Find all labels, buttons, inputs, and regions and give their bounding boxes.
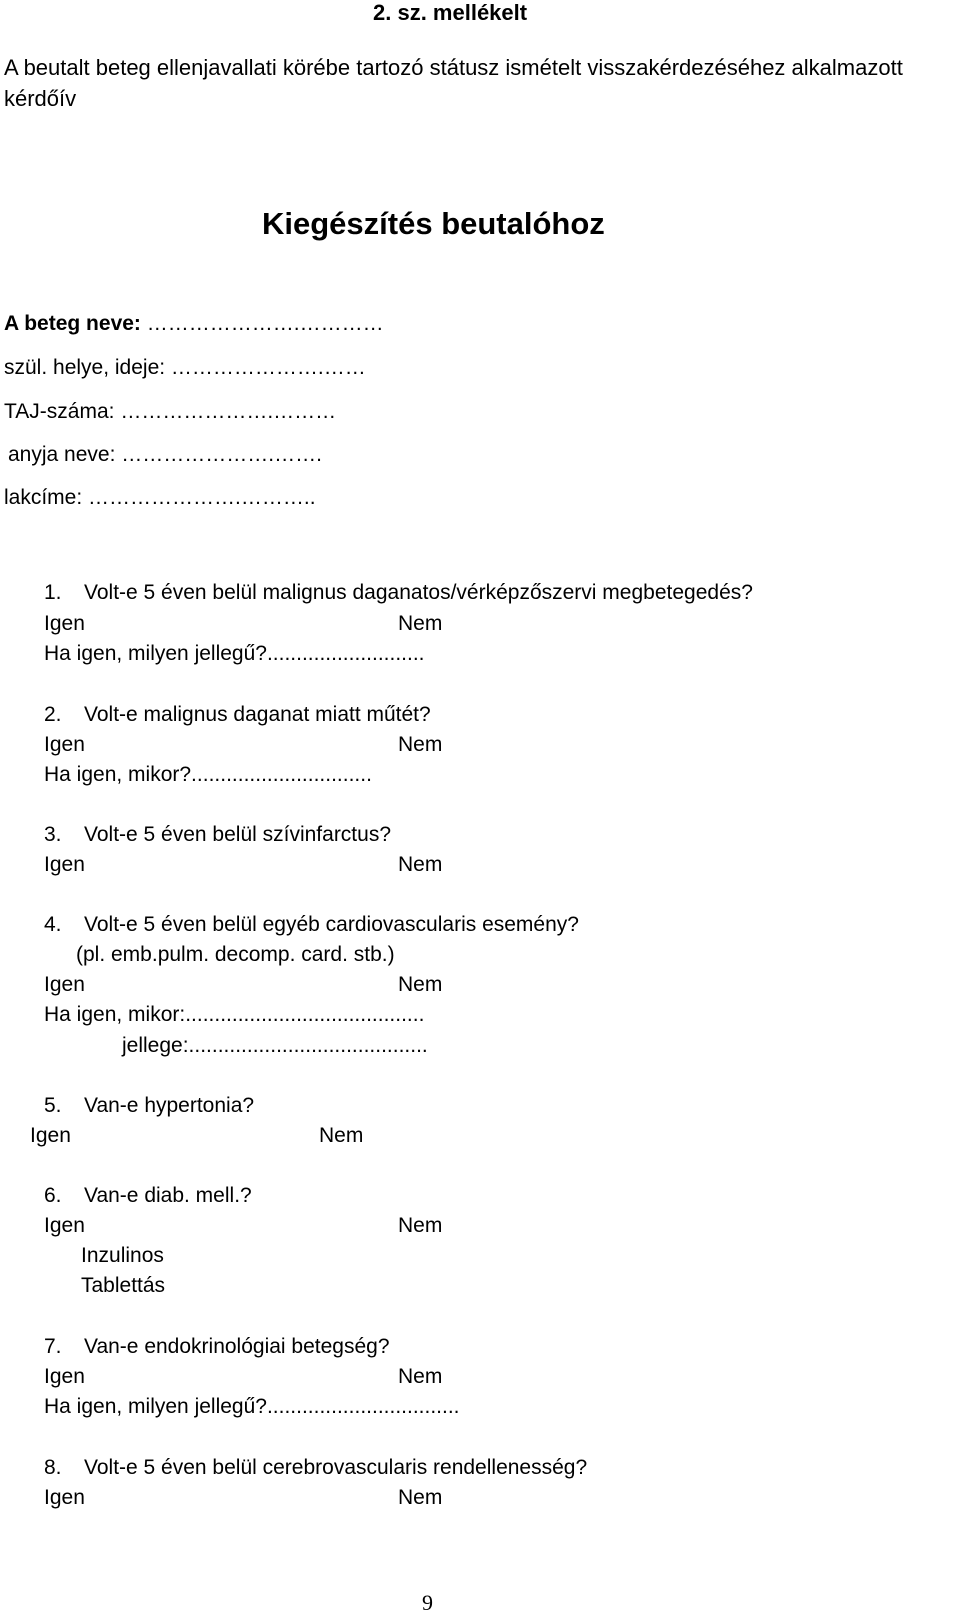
q4-number: 4.: [44, 913, 62, 936]
q2-number: 2.: [44, 703, 62, 726]
q5-text: Van-e hypertonia?: [84, 1094, 255, 1117]
field-dots: ………………….………..: [88, 486, 316, 509]
q1-followup: Ha igen, milyen jellegű?...........................: [44, 642, 425, 665]
q5-no[interactable]: Nem: [319, 1124, 364, 1147]
q6-option-insulin[interactable]: Inzulinos: [81, 1244, 164, 1267]
q2-followup: Ha igen, mikor?...............................: [44, 763, 372, 786]
q5-number: 5.: [44, 1094, 62, 1117]
field-label: lakcíme:: [4, 486, 83, 509]
q4-followup: Ha igen, mikor:.........................................: [44, 1003, 425, 1026]
field-label: TAJ-száma:: [4, 400, 115, 423]
q2-yes[interactable]: Igen: [44, 733, 85, 756]
q7-followup: Ha igen, milyen jellegű?.................................: [44, 1395, 460, 1418]
q3-yes[interactable]: Igen: [44, 853, 85, 876]
q4-text: Volt-e 5 éven belül egyéb cardiovascularis esemény?: [84, 913, 579, 936]
field-birth: [4, 356, 366, 380]
q7-no[interactable]: Nem: [398, 1365, 443, 1388]
field-label: A beteg neve:: [4, 312, 141, 335]
q1-number: 1.: [44, 581, 62, 604]
q6-number: 6.: [44, 1184, 62, 1207]
q2-text: Volt-e malignus daganat miatt műtét?: [84, 703, 431, 726]
q3-text: Volt-e 5 éven belül szívinfarctus?: [84, 823, 392, 846]
q2-no[interactable]: Nem: [398, 733, 443, 756]
q1-no[interactable]: Nem: [398, 612, 443, 635]
q7-number: 7.: [44, 1335, 62, 1358]
q3-number: 3.: [44, 823, 62, 846]
field-dots: ………………….…………: [146, 312, 384, 335]
q6-no[interactable]: Nem: [398, 1214, 443, 1237]
q6-text: Van-e diab. mell.?: [84, 1184, 252, 1207]
q4-yes[interactable]: Igen: [44, 973, 85, 996]
intro-text: A beutalt beteg ellenjavallati körébe tartozó státusz ismételt visszakérdezéséhez alkalmazott kérdőív: [4, 55, 903, 111]
annex-header: 2. sz. mellékelt: [373, 0, 528, 25]
q4-subtext: (pl. emb.pulm. decomp. card. stb.): [76, 943, 395, 966]
field-dots: ………………….…….: [121, 443, 322, 466]
field-patient-name: [4, 312, 384, 336]
field-dots: ………………….………: [120, 400, 337, 423]
q4-no[interactable]: Nem: [398, 973, 443, 996]
field-address: [4, 486, 316, 510]
page-title: Kiegészítés beutalóhoz: [262, 206, 605, 241]
field-taj: [4, 400, 336, 424]
q1-yes[interactable]: Igen: [44, 612, 85, 635]
q4-followup2: jellege:.........................................: [122, 1034, 428, 1057]
field-dots: ………………….……: [165, 356, 366, 379]
q5-yes[interactable]: Igen: [30, 1124, 71, 1147]
q1-text: Volt-e 5 éven belül malignus daganatos/vérképzőszervi megbetegedés?: [84, 581, 753, 604]
q8-no[interactable]: Nem: [398, 1486, 443, 1509]
q8-number: 8.: [44, 1456, 62, 1479]
q8-text: Volt-e 5 éven belül cerebrovascularis rendellenesség?: [84, 1456, 588, 1479]
field-mother-name: [8, 443, 322, 467]
field-label: szül. helye, ideje:: [4, 356, 166, 379]
q7-text: Van-e endokrinológiai betegség?: [84, 1335, 390, 1358]
q6-yes[interactable]: Igen: [44, 1214, 85, 1237]
q3-no[interactable]: Nem: [398, 853, 443, 876]
page-number: 9: [422, 1590, 433, 1615]
q8-yes[interactable]: Igen: [44, 1486, 85, 1509]
field-label: anyja neve:: [8, 443, 116, 466]
q7-yes[interactable]: Igen: [44, 1365, 85, 1388]
q6-option-tablet[interactable]: Tablettás: [81, 1274, 166, 1297]
